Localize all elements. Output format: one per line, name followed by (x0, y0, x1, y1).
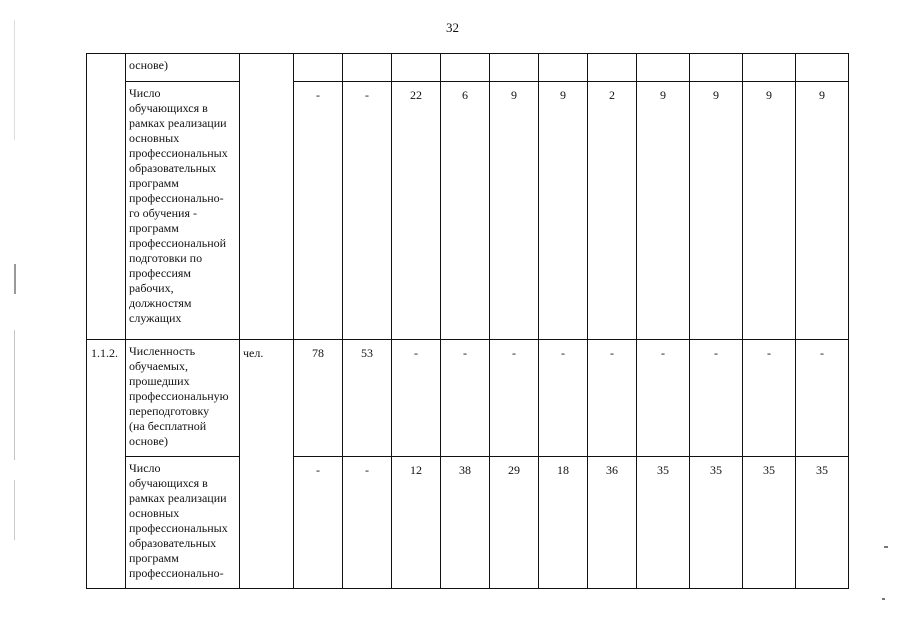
value-cell (539, 54, 588, 82)
value-cell: 35 (637, 457, 690, 589)
value-cell: - (343, 457, 392, 589)
value-cell: 29 (490, 457, 539, 589)
value-cell: - (441, 340, 490, 457)
value-cell: - (637, 340, 690, 457)
row-description-cell: Число обучающихся в рамках реализации основных профессиональных образовательных программ профессионально- (126, 457, 240, 589)
value-cell (343, 54, 392, 82)
row-code-cell: 1.1.2. (87, 340, 126, 589)
value-cell (392, 54, 441, 82)
table-row (87, 340, 849, 457)
value-cell: 35 (690, 457, 743, 589)
page-number: 32 (446, 20, 459, 35)
value-cell: 18 (539, 457, 588, 589)
indicators-table (86, 53, 849, 589)
value-cell: 9 (539, 82, 588, 340)
value-cell: 78 (294, 340, 343, 457)
table-row (87, 457, 849, 589)
row-description-cell: Численность обучаемых, прошедших профессиональную переподготовку (на бесплатной основе) (126, 340, 240, 457)
value-cell: 36 (588, 457, 637, 589)
scan-edge-mark (14, 264, 16, 294)
value-cell (796, 54, 849, 82)
value-cell: - (490, 340, 539, 457)
scan-edge-mark (14, 330, 15, 460)
table-row (87, 54, 849, 82)
value-cell: - (294, 457, 343, 589)
value-cell: 35 (743, 457, 796, 589)
value-cell (690, 54, 743, 82)
row-description-cell: Число обучающихся в рамках реализации основных профессиональных образовательных программ профессионально- го обучения - программ профессиональной подготовки по профессиям рабочих, должностям служащих (126, 82, 240, 340)
scan-edge-mark (14, 480, 15, 540)
value-cell (588, 54, 637, 82)
value-cell: 53 (343, 340, 392, 457)
value-cell: 35 (796, 457, 849, 589)
value-cell (294, 54, 343, 82)
value-cell: - (539, 340, 588, 457)
unit-cell (240, 54, 294, 340)
value-cell (490, 54, 539, 82)
value-cell: 9 (637, 82, 690, 340)
scan-edge-mark (882, 598, 885, 600)
row-code-cell (87, 54, 126, 340)
row-description-cell: основе) (126, 54, 240, 82)
value-cell: 2 (588, 82, 637, 340)
value-cell (441, 54, 490, 82)
value-cell: 9 (796, 82, 849, 340)
value-cell (637, 54, 690, 82)
value-cell: - (392, 340, 441, 457)
table-row (87, 82, 849, 340)
value-cell: - (294, 82, 343, 340)
scan-edge-mark (14, 20, 15, 140)
value-cell: - (743, 340, 796, 457)
value-cell (743, 54, 796, 82)
value-cell: - (796, 340, 849, 457)
value-cell: 6 (441, 82, 490, 340)
scan-edge-mark (884, 546, 888, 548)
value-cell: - (690, 340, 743, 457)
value-cell: 22 (392, 82, 441, 340)
value-cell: 9 (490, 82, 539, 340)
value-cell: 38 (441, 457, 490, 589)
value-cell: 12 (392, 457, 441, 589)
unit-cell: чел. (240, 340, 294, 589)
value-cell: 9 (743, 82, 796, 340)
value-cell: - (588, 340, 637, 457)
value-cell: 9 (690, 82, 743, 340)
value-cell: - (343, 82, 392, 340)
